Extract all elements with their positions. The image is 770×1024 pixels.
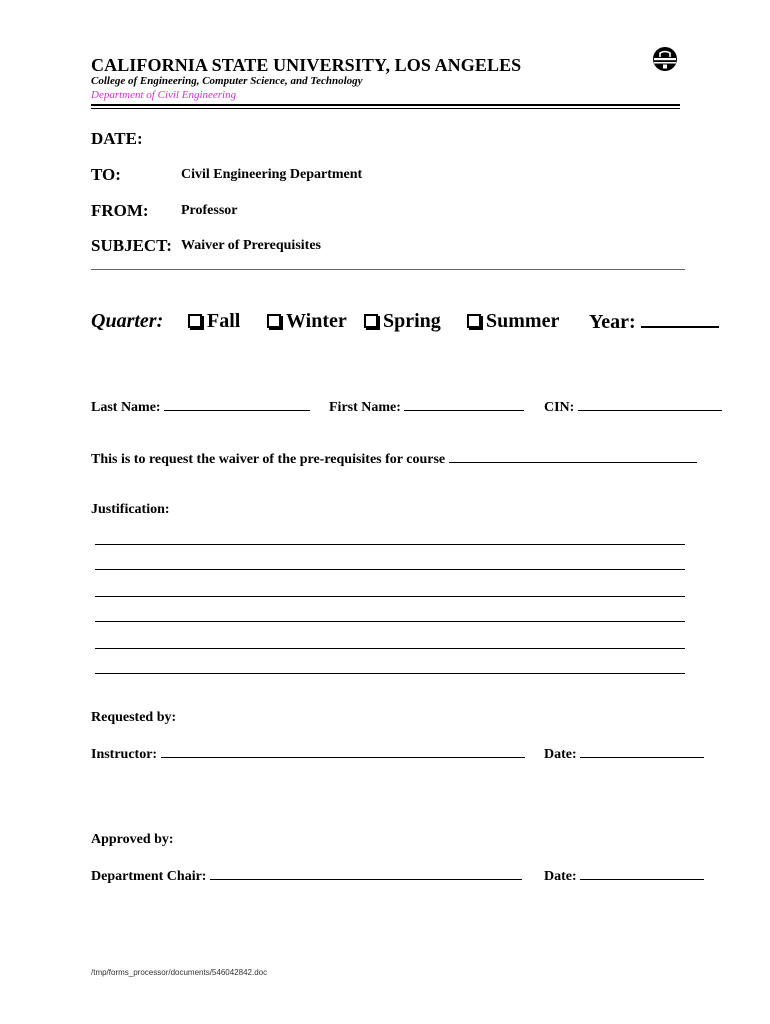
first-name-field — [329, 398, 524, 416]
approved-by-label: Approved by: — [91, 832, 174, 847]
justification-label: Justification: — [91, 502, 170, 517]
department-name: Department of Civil Engineering — [91, 89, 237, 101]
last-name-field — [91, 398, 310, 416]
csula-seal-icon — [652, 46, 678, 72]
course-input[interactable] — [449, 450, 697, 463]
date-label: DATE: — [91, 129, 143, 148]
to-value: Civil Engineering Department — [181, 167, 363, 182]
cin-field — [544, 398, 722, 416]
instructor-label: Instructor: — [91, 747, 158, 762]
quarter-option-label: Spring — [383, 310, 441, 332]
quarter-option-label: Winter — [286, 310, 347, 332]
date-label: Date: — [544, 747, 577, 762]
subject-label: SUBJECT: — [91, 236, 172, 255]
first-name-label: First Name: — [329, 400, 401, 415]
year-field — [589, 310, 719, 334]
year-input[interactable] — [641, 310, 719, 328]
date-label: Date: — [544, 869, 577, 884]
checkbox-icon[interactable] — [467, 314, 481, 328]
university-title: CALIFORNIA STATE UNIVERSITY, LOS ANGELES — [91, 55, 522, 75]
last-name-input[interactable] — [164, 398, 310, 411]
from-value: Professor — [181, 203, 238, 218]
quarter-option-winter[interactable] — [267, 310, 347, 333]
quarter-option-spring[interactable] — [364, 310, 441, 333]
checkbox-icon[interactable] — [188, 314, 202, 328]
instructor-date-field — [544, 745, 704, 763]
checkbox-icon[interactable] — [267, 314, 281, 328]
cin-label: CIN: — [544, 400, 575, 415]
cin-input[interactable] — [578, 398, 722, 411]
quarter-option-label: Fall — [207, 310, 241, 332]
justification-line[interactable] — [95, 569, 685, 570]
chair-field — [91, 867, 522, 885]
subject-value: Waiver of Prerequisites — [181, 238, 321, 253]
chair-label: Department Chair: — [91, 869, 207, 884]
justification-line[interactable] — [95, 648, 685, 649]
chair-date-input[interactable] — [580, 867, 704, 880]
header-rule-thin — [91, 108, 680, 109]
header-rule-thick — [91, 104, 680, 106]
last-name-label: Last Name: — [91, 400, 161, 415]
to-label: TO: — [91, 165, 121, 184]
justification-line[interactable] — [95, 673, 685, 674]
course-request-field — [91, 450, 697, 468]
year-label: Year: — [589, 311, 636, 333]
chair-signature-input[interactable] — [210, 867, 522, 880]
instructor-date-input[interactable] — [580, 745, 704, 758]
quarter-label: Quarter: — [91, 310, 164, 332]
request-text: This is to request the waiver of the pre-requisites for course — [91, 452, 446, 467]
from-label: FROM: — [91, 201, 149, 220]
quarter-option-summer[interactable] — [467, 310, 559, 333]
instructor-field — [91, 745, 525, 763]
requested-by-label: Requested by: — [91, 710, 177, 725]
justification-line[interactable] — [95, 621, 685, 622]
quarter-option-fall[interactable] — [188, 310, 240, 333]
checkbox-icon[interactable] — [364, 314, 378, 328]
justification-line[interactable] — [95, 596, 685, 597]
instructor-signature-input[interactable] — [161, 745, 525, 758]
first-name-input[interactable] — [404, 398, 524, 411]
memo-divider — [91, 269, 685, 270]
justification-line[interactable] — [95, 544, 685, 545]
college-name: College of Engineering, Computer Science, and Technology — [91, 75, 363, 87]
chair-date-field — [544, 867, 704, 885]
quarter-option-label: Summer — [486, 310, 560, 332]
document-path: /tmp/forms_processor/documents/546042842.doc — [91, 968, 268, 977]
